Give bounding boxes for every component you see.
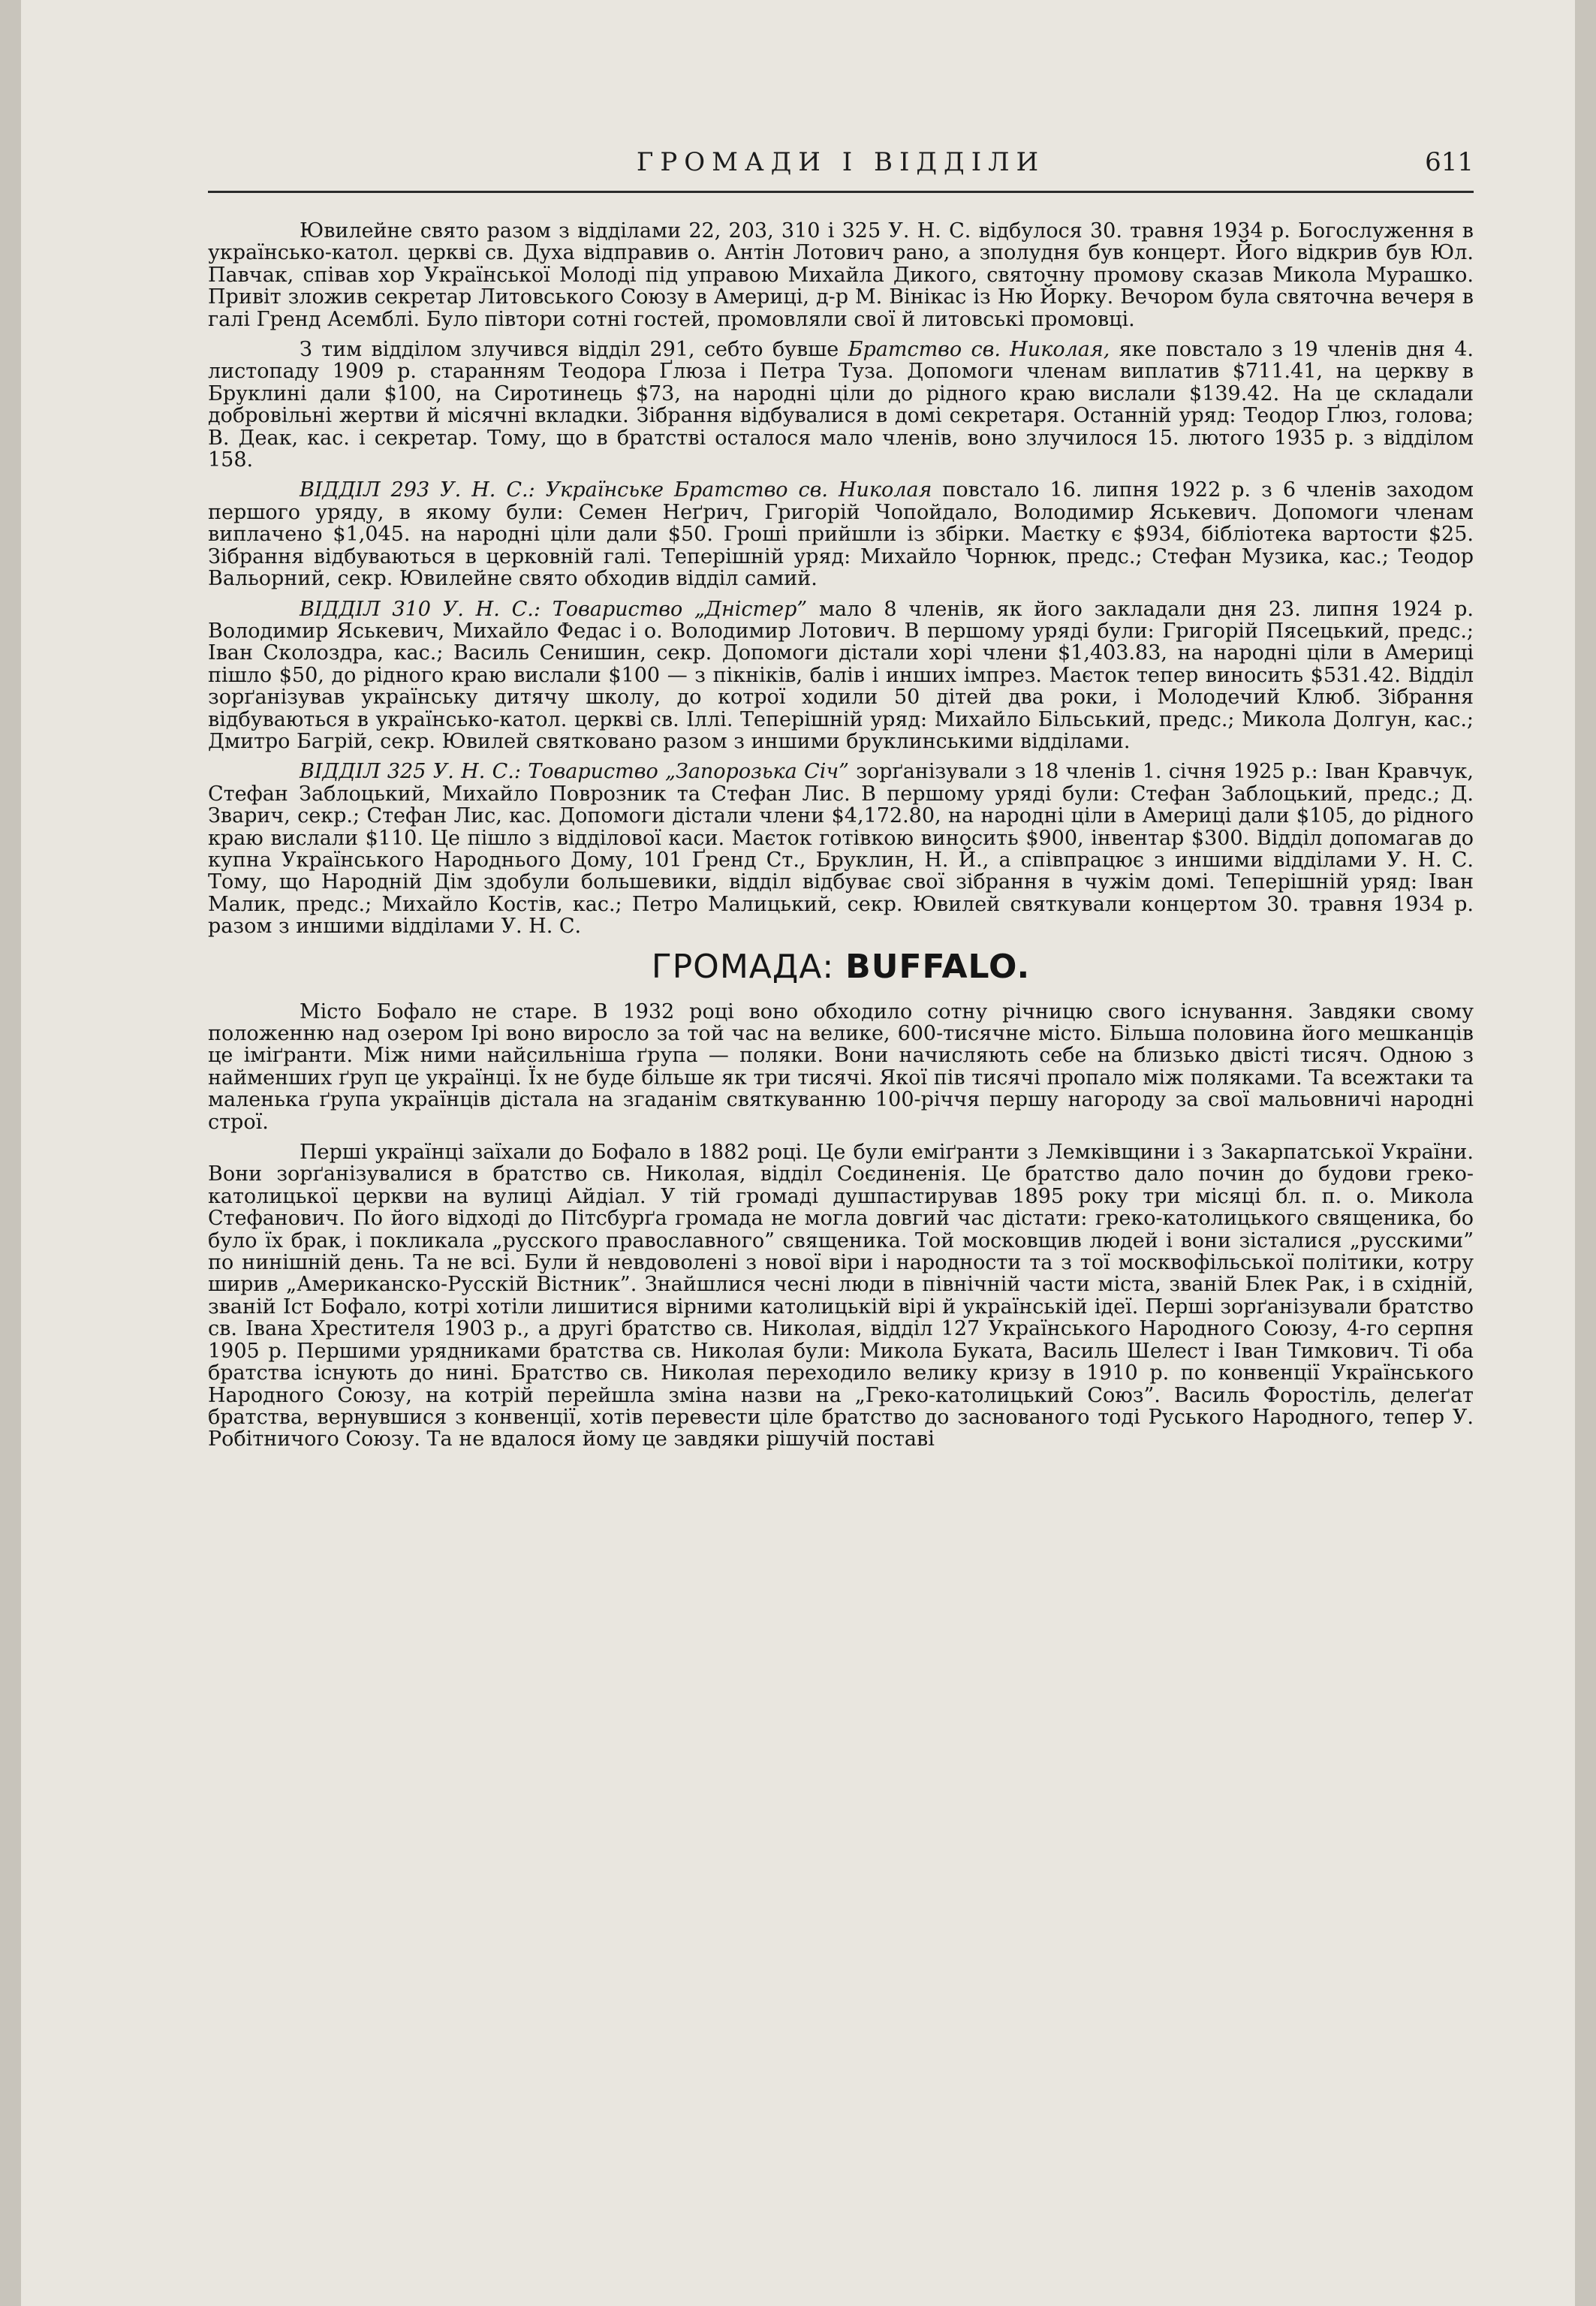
- page-body: [208, 220, 1474, 1459]
- paragraph-italic: ВІДДІЛ 325 У. Н. С.: Товариство „Запорозька Січ”: [300, 760, 849, 784]
- section-heading-city: BUFFALO.: [845, 947, 1031, 986]
- section-heading: [208, 947, 1474, 987]
- running-head: [208, 147, 1474, 185]
- paragraph-buffalo-history: [208, 1141, 1474, 1451]
- paragraph-text: Ювилейне свято разом з відділами 22, 203, 310 і 325 У. Н. С. відбулося 30. травня 1934 р. Богослуження в українсько-катол. церкві св. Духа відправив о. Антін Лотович рано, а зполудня був концерт. Його відкрив був Юл. Павчак, співав хор Української Молоді під управою Михайла Дикого, святочну промову сказав Микола Мурашко. Привіт зложив секретар Литовського Союзу в Америці, д-р М. Вінікас із Ню Йорку. Вечором була святочна вечеря в галі Гренд Асемблі. Було півтори сотні гостей, промовляли свої й литовські промовці.: [208, 219, 1474, 331]
- header-rule: [208, 191, 1474, 193]
- paragraph-branch-310: [208, 598, 1474, 753]
- paragraph-branch-293: [208, 479, 1474, 589]
- section-heading-prefix: ГРОМАДА:: [651, 947, 846, 986]
- page-number: 611: [1425, 147, 1474, 177]
- running-head-title: ГРОМАДИ І ВІДДІЛИ: [636, 147, 1046, 177]
- paragraph-italic: ВІДДІЛ 293 У. Н. С.: Українське Братство св. Николая: [300, 478, 932, 502]
- paragraph-text: Перші українці заїхали до Бофало в 1882 році. Це були еміґранти з Лемківщини і з Закарпатської України. Вони зорґанізувалися в братство св. Николая, відділ Соєдиненія. Це братство дало почин до будови греко-католицької церкви на вулиці Айдіал. У тій громаді душпастирував 1895 року три місяці бл. п. о. Микола Стефанович. По його відході до Пітсбурґа громада не могла довгий час дістати: греко-католицького священика, бо було їх брак, і покликала „русского православного” священика. Той московщив людей і вони зісталися „русскими” по нинішній день. Та не всі. Були й невдоволені з нової віри і народности та з тої москвофільської політики, котру ширив „Американско-Русскій Вістник”. Знайшлися чесні люди в північній части міста, званій Блек Рак, і в східній, званій Іст Бофало, котрі хотіли лишитися вірними католицькій вірі й українській ідеї. Перші зорґанізували братство св. Івана Хрестителя 1903 р., а другі братство св. Николая, відділ 127 Українського Народного Союзу, 4-го серпня 1905 р. Першими урядниками братства св. Николая були: Микола Буката, Василь Шелест і Іван Тимкович. Ті оба братства існують до нині. Братство св. Николая переходило велику кризу в 1910 р. по конвенції Українського Народного Союзу, на котрій перейшла зміна назви на „Греко-католицький Союз”. Василь Форостіль, делеґат братства, вернувшися з конвенції, хотів перевести ціле братство до заснованого тоді Руського Народного, тепер У. Робітничого Союзу. Та не вдалося йому це завдяки рішучій поставі: [208, 1141, 1474, 1451]
- paragraph-text: зорґанізували з 18 членів 1. січня 1925 р.: Іван Кравчук, Стефан Заблоцький, Михайло Поврозник та Стефан Лис. В першому уряді були: Стефан Заблоцький, предс.; Д. Зварич, секр.; Стефан Лис, кас. Допомоги дістали члени $4,172.80, на народні ціли в Америці дали $105, до рідного краю вислали $110. Це пішло з відділової каси. Маєток готівкою виносить $900, інвентар $300. Відділ допомагав до купна Українського Народнього Дому, 101 Ґренд Ст., Бруклин, Н. Й., а співпрацює з иншими відділами У. Н. С. Тому, що Народній Дім здобули большевики, відділ відбуває свої зібрання в чужім домі. Теперішній уряд: Іван Малик, предс.; Михайло Костів, кас.; Петро Малицький, секр. Ювилей святкували концертом 30. травня 1934 р. разом з иншими відділами У. Н. С.: [208, 760, 1474, 939]
- paragraph-text: З тим відділом злучився відділ 291, себто бувше: [300, 338, 848, 362]
- paragraph-jubilee: [208, 220, 1474, 330]
- paragraph-text: Місто Бофало не старе. В 1932 році воно обходило сотну річницю свого існування. Завдяки свому положенню над озером Ірі воно виросло за той час на велике, 600-тисячне місто. Більша половина його мешканців це іміґранти. Між ними найсильніша ґрупа — поляки. Вони начисляють себе на близько двісті тисяч. Одною з найменших ґруп це українці. Їх не буде більше як три тисячі. Якої пів тисячі пропало між поляками. Та всежтаки та маленька ґрупа українців дістала на згаданім святкуванню 100-річчя першу нагороду за свої мальовничі народні строї.: [208, 999, 1474, 1134]
- paragraph-text: яке повстало з 19 членів дня 4. листопаду 1909 р. старанням Теодора Ґлюза і Петра Туза. Допомоги членам виплатив $711.41, на церкву в Бруклині дали $100, на Сиротинець $73, на народні ціли до рідного краю вислали $139.42. На це складали добровільні жертви й місячні вкладки. Зібрання відбувалися в домі секретаря. Останній уряд: Теодор Ґлюз, голова; В. Деак, кас. і секретар. Тому, що в братстві осталося мало членів, воно злучилося 15. лютого 1935 р. з відділом 158.: [208, 338, 1474, 472]
- paragraph-italic: ВІДДІЛ 310 У. Н. С.: Товариство „Дністер”: [300, 597, 808, 621]
- paragraph-text: мало 8 членів, як його закладали дня 23. липня 1924 р. Володимир Яськевич, Михайло Федас і о. Володимир Лотович. В першому уряді були: Григорій Пясецький, предс.; Іван Сколоздра, кас.; Василь Сенишин, секр. Допомоги дістали хорі члени $1,403.83, на народні ціли в Америці пішло $50, до рідного краю вислали $100 — з пікніків, балів і инших імпрез. Маєток тепер виносить $531.42. Відділ зорґанізував українську дитячу школу, до котрої ходили 50 дітей два роки, і Молодечий Клюб. Зібрання відбуваються в українсько-катол. церкві св. Іллі. Теперішній уряд: Михайло Більський, предс.; Микола Долгун, кас.; Дмитро Багрій, секр. Ювилей святковано разом з иншими бруклинськими відділами.: [208, 597, 1474, 753]
- book-page: [21, 0, 1575, 2306]
- paragraph-italic: Братство св. Николая,: [848, 338, 1110, 362]
- paragraph-text: повстало 16. липня 1922 р. з 6 членів заходом першого уряду, в якому були: Семен Неґрич, Григорій Чопойдало, Володимир Яськевич. Допомоги членам виплачено $1,045. на народні ціли дали $50. Гроші прийшли із збірки. Маєтку є $934, бібліотека вартости $25. Зібрання відбуваються в церковній галі. Теперішній уряд: Михайло Чорнюк, предс.; Стефан Музика, кас.; Теодор Вальорний, секр. Ювилейне свято обходив відділ самий.: [208, 478, 1474, 591]
- paragraph-branch-291: [208, 339, 1474, 471]
- paragraph-buffalo-intro: [208, 1001, 1474, 1133]
- paragraph-branch-325: [208, 761, 1474, 937]
